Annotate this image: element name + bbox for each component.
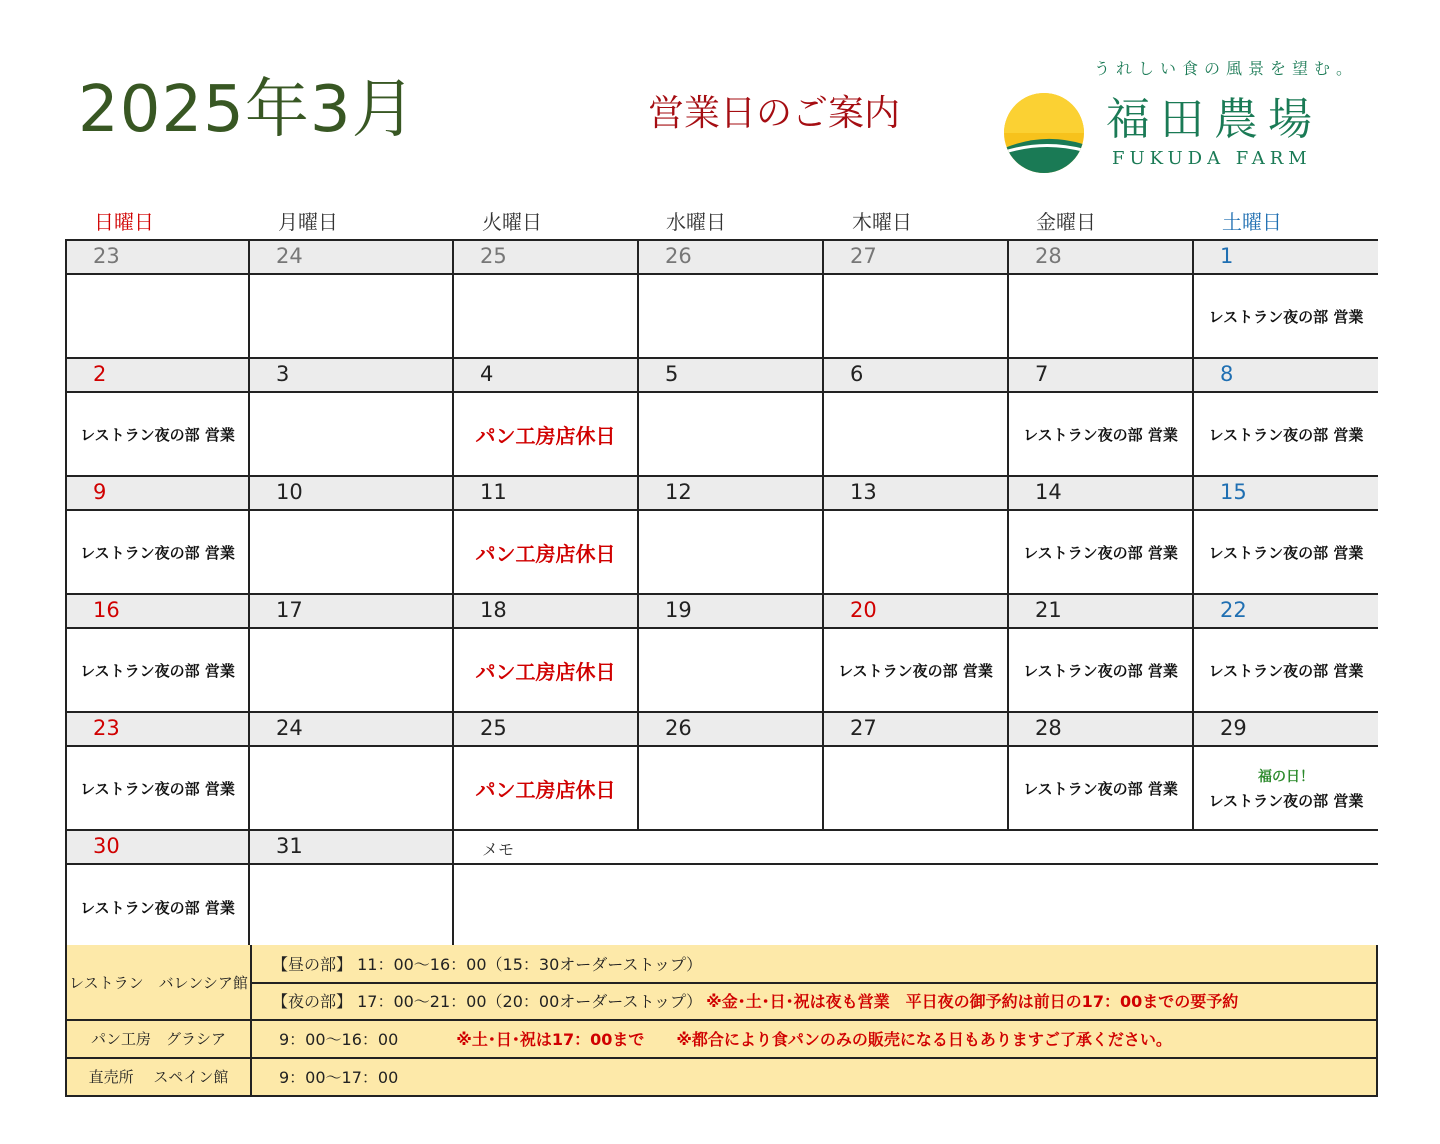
day-content-cell — [1009, 393, 1194, 477]
date-cell — [1194, 595, 1378, 629]
date-cell — [639, 477, 824, 511]
day-content-cell — [67, 511, 250, 595]
day-content-cell — [1194, 747, 1378, 831]
date-cell — [67, 359, 250, 393]
date-cell — [454, 477, 639, 511]
restaurant-open-label: レストラン夜の部 営業 — [80, 543, 235, 562]
date-cell — [250, 477, 454, 511]
day-content-cell — [639, 393, 824, 477]
day-content-cell — [1009, 511, 1194, 595]
date-cell — [1009, 359, 1194, 393]
date-cell — [250, 359, 454, 393]
date-number: 30 — [93, 834, 120, 858]
date-cell — [824, 241, 1009, 275]
restaurant-open-label: レストラン夜の部 営業 — [1023, 543, 1178, 562]
date-number: 2 — [93, 362, 107, 386]
date-number: 29 — [1220, 716, 1247, 740]
special-day-label: 福の日！ — [1258, 768, 1314, 785]
bakery-closed-label: パン工房店休日 — [475, 423, 616, 448]
bakery-hours: 9：00～16：00 — [279, 1029, 399, 1049]
day-content-cell — [1009, 629, 1194, 713]
date-number: 25 — [480, 716, 507, 740]
day-content-cell — [454, 629, 639, 713]
day-content-cell — [67, 865, 250, 949]
date-cell — [1009, 241, 1194, 275]
date-number: 27 — [850, 244, 877, 268]
bakery-label: パン工房 グラシア — [90, 1029, 226, 1048]
restaurant-dinner-hours: 【夜の部】 17：00～21：00（20：00オーダーストップ） — [272, 992, 703, 1011]
day-content-cell — [250, 275, 454, 359]
date-number: 8 — [1220, 362, 1234, 386]
brand-name-en: FUKUDA FARM — [1112, 148, 1312, 169]
sun-over-hill-logo-icon — [1002, 93, 1086, 173]
date-number: 3 — [276, 362, 290, 386]
day-content-cell — [1194, 629, 1378, 713]
date-cell — [639, 595, 824, 629]
day-content-cell — [639, 511, 824, 595]
day-content-cell — [250, 511, 454, 595]
date-number: 25 — [480, 244, 507, 268]
date-number: 17 — [276, 598, 303, 622]
day-content-cell — [250, 865, 454, 949]
brand-name: 福田農場 — [1106, 94, 1322, 145]
day-content-cell — [454, 747, 639, 831]
date-number: 14 — [1035, 480, 1062, 504]
restaurant-open-label: レストラン夜の部 営業 — [1023, 661, 1178, 680]
date-cell — [1194, 713, 1378, 747]
restaurant-open-label: レストラン夜の部 営業 — [838, 661, 993, 680]
bakery-closed-label: パン工房店休日 — [475, 777, 616, 802]
date-cell — [67, 477, 250, 511]
date-cell — [454, 713, 639, 747]
date-cell — [67, 713, 250, 747]
restaurant-open-label: レストラン夜の部 営業 — [1208, 307, 1364, 326]
weekday-saturday: 土曜日 — [1222, 210, 1282, 234]
restaurant-open-label: レストラン夜の部 営業 — [1208, 543, 1364, 562]
shop-hours: 9：00～17：00 — [279, 1067, 399, 1087]
day-content-cell — [824, 275, 1009, 359]
restaurant-open-label: レストラン夜の部 営業 — [80, 779, 235, 798]
day-content-cell — [824, 393, 1009, 477]
date-number: 15 — [1220, 480, 1247, 504]
day-content-cell — [1194, 275, 1378, 359]
date-number: 10 — [276, 480, 303, 504]
restaurant-open-label: レストラン夜の部 営業 — [80, 425, 235, 444]
restaurant-dinner-row — [272, 982, 1238, 1019]
date-cell — [250, 595, 454, 629]
date-cell — [639, 713, 824, 747]
memo-area[interactable] — [454, 865, 1378, 949]
restaurant-dinner-note: ※金･土･日･祝は夜も営業 平日夜の御予約は前日の17：00までの要予約 — [706, 992, 1239, 1011]
day-content-cell — [250, 393, 454, 477]
bakery-closed-label: パン工房店休日 — [475, 659, 616, 684]
day-content-cell — [250, 747, 454, 831]
date-cell — [454, 595, 639, 629]
day-content-cell — [454, 275, 639, 359]
date-number: 24 — [276, 716, 303, 740]
bakery-note-weekend: ※土･日･祝は17：00まで — [456, 1029, 645, 1049]
day-content-cell — [454, 393, 639, 477]
date-number: 9 — [93, 480, 107, 504]
date-cell — [639, 359, 824, 393]
date-number: 23 — [93, 716, 120, 740]
date-cell — [1194, 359, 1378, 393]
day-content-cell — [67, 275, 250, 359]
shop-label: 直売所 スペイン館 — [88, 1067, 229, 1086]
weekday-header — [66, 206, 1378, 236]
date-number: 22 — [1220, 598, 1247, 622]
date-number: 24 — [276, 244, 303, 268]
date-number: 21 — [1035, 598, 1062, 622]
date-cell — [67, 595, 250, 629]
restaurant-open-label: レストラン夜の部 営業 — [1208, 661, 1364, 680]
day-content-cell — [454, 511, 639, 595]
date-cell — [1009, 477, 1194, 511]
day-content-cell — [67, 393, 250, 477]
restaurant-lunch-hours: 【昼の部】 11：00～16：00（15：30オーダーストップ） — [272, 955, 703, 974]
memo-label: メモ — [482, 840, 515, 859]
restaurant-label: レストラン バレンシア館 — [69, 973, 248, 992]
date-number: 26 — [665, 244, 692, 268]
date-number: 6 — [850, 362, 864, 386]
date-cell — [1009, 713, 1194, 747]
date-cell — [1194, 241, 1378, 275]
date-number: 7 — [1035, 362, 1049, 386]
weekday-tuesday: 火曜日 — [482, 210, 542, 234]
date-number: 11 — [480, 480, 507, 504]
date-cell — [824, 713, 1009, 747]
date-number: 26 — [665, 716, 692, 740]
bakery-closed-label: パン工房店休日 — [475, 541, 616, 566]
date-number: 5 — [665, 362, 679, 386]
weekday-sunday: 日曜日 — [94, 210, 154, 234]
date-cell — [67, 831, 250, 865]
day-content-cell — [250, 629, 454, 713]
date-number: 27 — [850, 716, 877, 740]
day-content-cell — [824, 747, 1009, 831]
restaurant-open-label: レストラン夜の部 営業 — [80, 898, 235, 917]
date-number: 19 — [665, 598, 692, 622]
brand-tagline: うれしい食の風景を望む。 — [1094, 59, 1359, 78]
date-cell — [639, 241, 824, 275]
restaurant-open-label: レストラン夜の部 営業 — [1208, 425, 1364, 444]
day-content-cell — [824, 629, 1009, 713]
restaurant-open-label: レストラン夜の部 営業 — [80, 661, 235, 680]
date-cell — [1009, 595, 1194, 629]
date-number: 1 — [1220, 244, 1234, 268]
day-content-cell — [1009, 747, 1194, 831]
date-number: 28 — [1035, 244, 1062, 268]
weekday-monday: 月曜日 — [278, 210, 338, 234]
day-content-cell — [67, 747, 250, 831]
restaurant-open-label: レストラン夜の部 営業 — [1023, 779, 1178, 798]
day-content-cell — [824, 511, 1009, 595]
day-content-cell — [1194, 393, 1378, 477]
date-number: 20 — [850, 598, 877, 622]
bakery-hours-row — [279, 1019, 1172, 1057]
day-content-cell — [639, 275, 824, 359]
date-cell — [1194, 477, 1378, 511]
date-cell — [250, 241, 454, 275]
date-cell — [454, 241, 639, 275]
restaurant-open-label: レストラン夜の部 営業 — [1208, 791, 1364, 810]
month-title: 2025年3月 — [78, 73, 417, 147]
weekday-thursday: 木曜日 — [852, 210, 912, 234]
date-cell — [250, 831, 454, 865]
weekday-wednesday: 水曜日 — [666, 210, 726, 234]
date-cell — [824, 359, 1009, 393]
calendar-grid — [65, 239, 1378, 947]
day-content-cell — [639, 747, 824, 831]
page-subtitle: 営業日のご案内 — [648, 93, 901, 134]
bakery-note-bread: ※都合により食パンのみの販売になる日もありますご了承ください。 — [676, 1029, 1172, 1049]
weekday-friday: 金曜日 — [1036, 210, 1096, 234]
date-cell — [824, 595, 1009, 629]
day-content-cell — [639, 629, 824, 713]
date-number: 23 — [93, 244, 120, 268]
date-number: 16 — [93, 598, 120, 622]
date-cell — [454, 359, 639, 393]
day-content-cell — [67, 629, 250, 713]
date-number: 13 — [850, 480, 877, 504]
date-number: 12 — [665, 480, 692, 504]
day-content-cell — [1009, 275, 1194, 359]
date-number: 18 — [480, 598, 507, 622]
date-cell — [824, 477, 1009, 511]
restaurant-open-label: レストラン夜の部 営業 — [1023, 425, 1178, 444]
date-cell — [67, 241, 250, 275]
memo-header — [454, 831, 1378, 865]
date-number: 28 — [1035, 716, 1062, 740]
day-content-cell — [1194, 511, 1378, 595]
date-number: 31 — [276, 834, 303, 858]
business-hours-table — [65, 945, 1378, 1097]
date-cell — [250, 713, 454, 747]
date-number: 4 — [480, 362, 494, 386]
